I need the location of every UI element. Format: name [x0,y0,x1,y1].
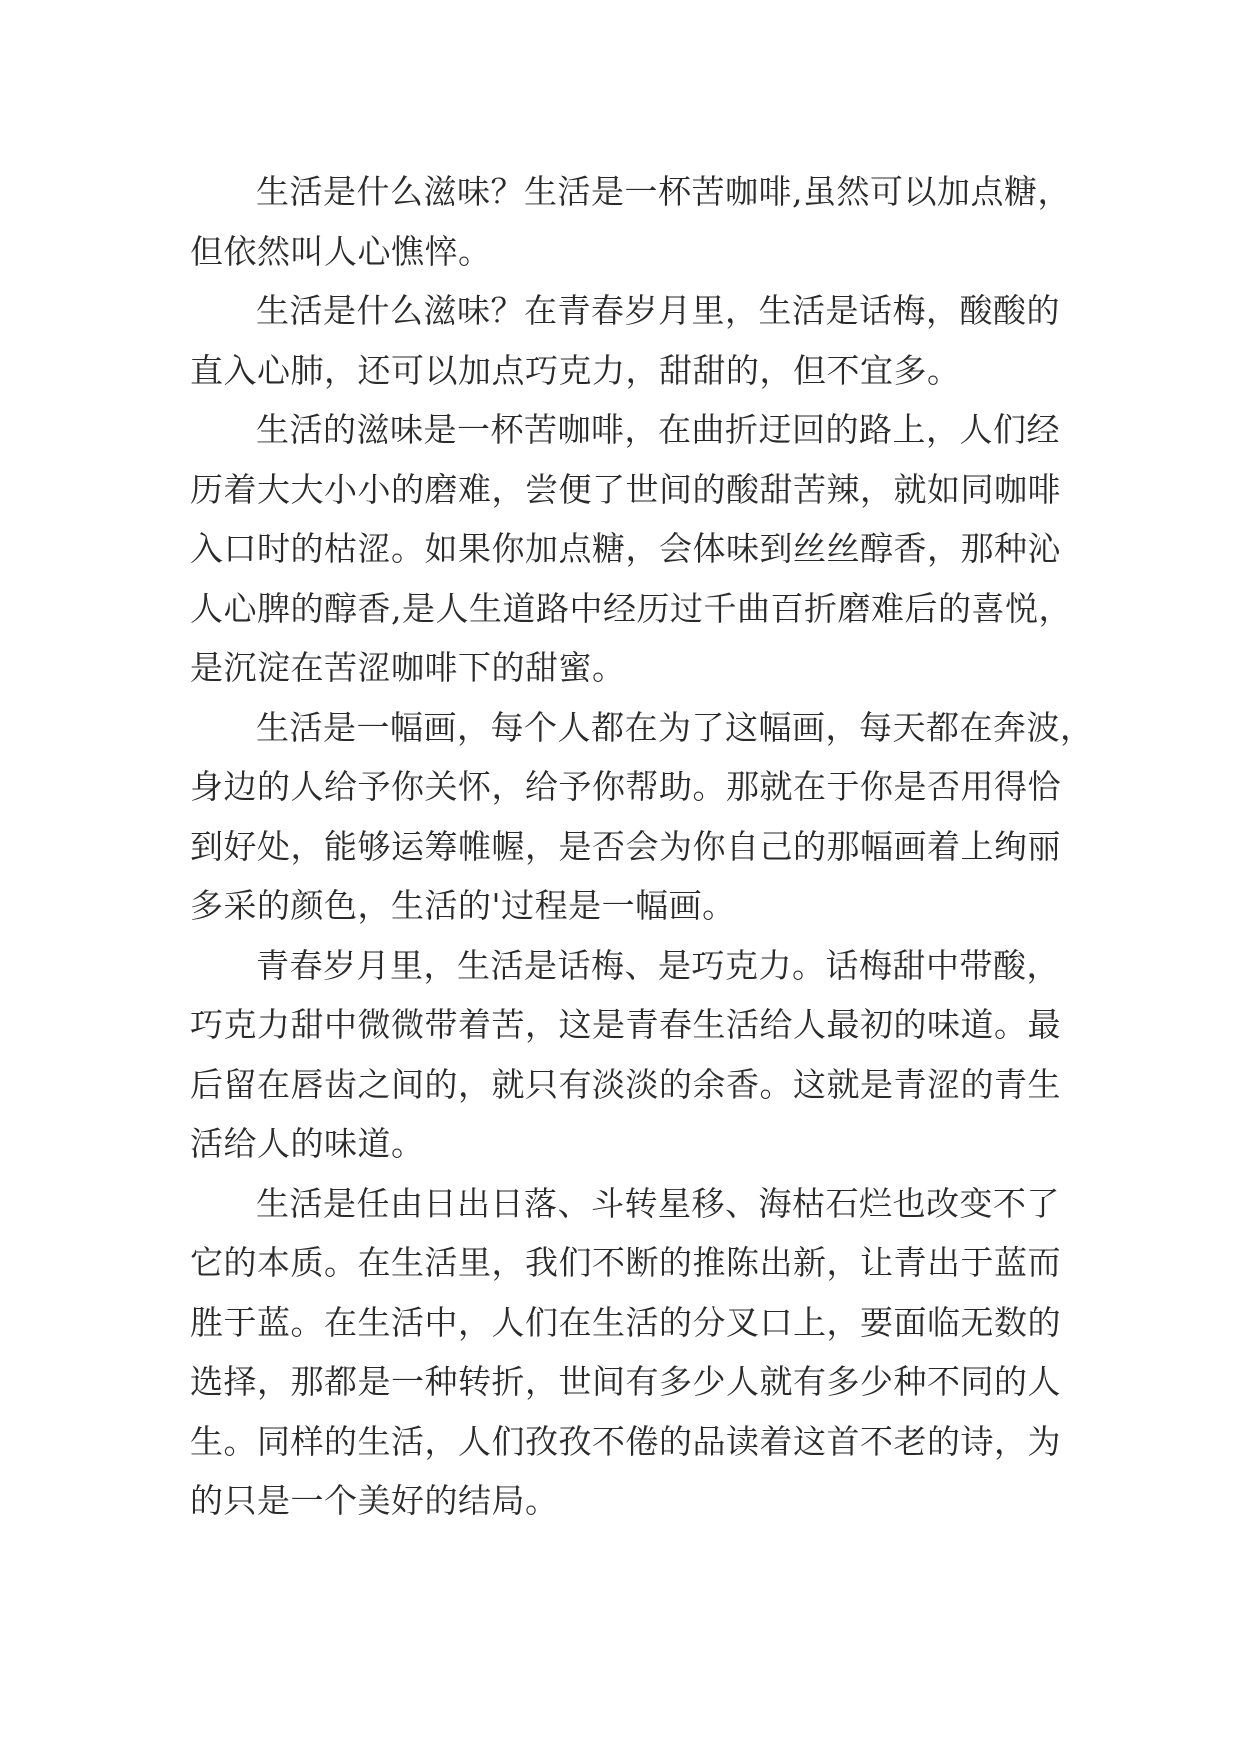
text-line: 青春岁月里，生活是话梅、是巧克力。话梅甜中带酸， [256,945,1060,985]
text-line: 直入心肺，还可以加点巧克力，甜甜的，但不宜多。 [190,350,961,390]
text-line: 选择，那都是一种转折，世间有多少人就有多少种不同的人 [190,1362,1061,1401]
text-line: 历着大大小小的磨难，尝便了世间的酸甜苦辣，就如同咖啡 [190,469,1061,509]
text-line: 生活是一幅画，每个人都在为了这幅画，每天都在奔波， [256,707,1094,747]
text-line: 入口时的枯涩。如果你加点糖，会体味到丝丝醇香，那种沁 [190,529,1061,568]
text-line: 胜于蓝。在生活中，人们在生活的分叉口上，要面临无数的 [190,1302,1061,1342]
text-line: 人心脾的醇香,是人生道路中经历过千曲百折磨难后的喜悦， [190,588,1072,628]
text-line: 生活的滋味是一杯苦咖啡，在曲折迂回的路上，人们经 [256,410,1060,449]
text-line: 巧克力甜中微微带着苦，这是青春生活给人最初的味道。最 [190,1005,1061,1044]
text-line: 多采的颜色，生活的'过程是一幅画。 [190,886,736,925]
text-line: 活给人的味道。 [190,1124,425,1163]
text-line: 生活是什么滋味？生活是一杯苦咖啡,虽然可以加点糖， [256,172,1071,211]
text-line: 它的本质。在生活里，我们不断的推陈出新，让青出于蓝而 [190,1243,1061,1282]
text-line: 但依然叫人心憔悴。 [190,231,492,271]
text-line: 到好处，能够运筹帷幄，是否会为你自己的那幅画着上绚丽 [190,826,1061,866]
text-line: 生活是任由日出日落、斗转星移、海枯石烂也改变不了 [256,1183,1060,1223]
text-line: 生。同样的生活，人们孜孜不倦的品读着这首不老的诗，为 [190,1421,1061,1461]
text-line: 的只是一个美好的结局。 [190,1481,559,1520]
text-line: 生活是什么滋味？在青春岁月里，生活是话梅，酸酸的 [256,291,1060,330]
text-line: 是沉淀在苦涩咖啡下的甜蜜。 [190,648,626,687]
essay-body [190,162,1094,1531]
text-line: 身边的人给予你关怀，给予你帮助。那就在于你是否用得恰 [190,767,1061,806]
text-line: 后留在唇齿之间的，就只有淡淡的余香。这就是青涩的青生 [190,1064,1061,1104]
